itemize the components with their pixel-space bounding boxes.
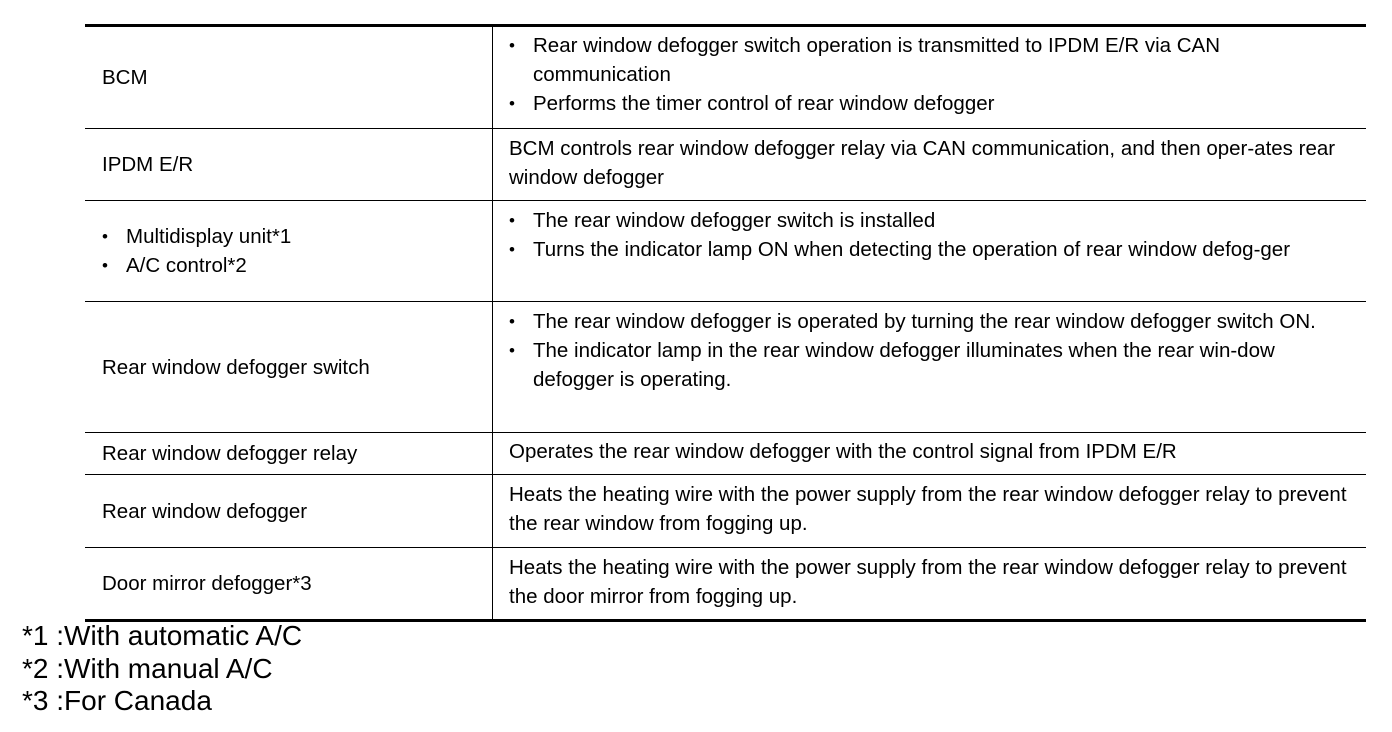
component-cell xyxy=(85,302,493,432)
table-row xyxy=(85,302,1366,433)
footnote: *3 :For Canada xyxy=(22,685,212,716)
function-cell xyxy=(493,475,1366,547)
component-cell xyxy=(85,548,493,619)
bullet-icon: • xyxy=(509,94,515,113)
bullet-text: Rear window defogger switch operation is transmitted to IPDM E/R via CAN communication xyxy=(533,34,1221,86)
component-name: Rear window defogger switch xyxy=(102,355,370,379)
bullet-icon: • xyxy=(102,227,108,246)
function-text: Heats the heating wire with the power supply from the rear window defogger relay to prevent the door mirror from fogging up. xyxy=(509,556,1347,608)
function-cell xyxy=(493,27,1366,128)
bullet-item xyxy=(509,307,1356,336)
bullet-icon: • xyxy=(509,211,515,230)
table-row xyxy=(85,475,1366,548)
component-name: Rear window defogger relay xyxy=(102,442,358,465)
bullet-icon: • xyxy=(102,256,108,275)
footnote: *1 :With automatic A/C xyxy=(22,620,303,651)
bullet-text: The rear window defogger is operated by turning the rear window defogger switch ON. xyxy=(533,310,1316,333)
component-cell xyxy=(85,475,493,547)
bullet-text: The indicator lamp in the rear window defogger illuminates when the rear win-dow defogger is operating. xyxy=(533,339,1275,391)
table-row xyxy=(85,201,1366,302)
footnotes xyxy=(22,620,302,718)
bullet-item xyxy=(509,89,1356,118)
function-cell xyxy=(493,129,1366,200)
bullet-item xyxy=(509,206,1356,235)
footnote: *2 :With manual A/C xyxy=(22,652,273,684)
bullet-text: Turns the indicator lamp ON when detecting the operation of rear window defog-ger xyxy=(533,238,1291,261)
function-cell xyxy=(493,302,1366,432)
bullet-icon: • xyxy=(509,341,515,360)
component-cell xyxy=(85,433,493,474)
component-name: Multidisplay unit*1 xyxy=(126,225,292,248)
bullet-item xyxy=(509,235,1356,264)
table-row xyxy=(85,433,1366,475)
function-text: BCM controls rear window defogger relay via CAN communication, and then oper-ates rear window defogger xyxy=(509,137,1336,189)
bullet-item xyxy=(102,222,482,251)
function-cell xyxy=(493,548,1366,619)
function-cell xyxy=(493,433,1366,474)
component-name: BCM xyxy=(102,66,148,89)
function-text: Operates the rear window defogger with the control signal from IPDM E/R xyxy=(509,440,1177,463)
bullet-text: Performs the timer control of rear window defogger xyxy=(533,92,995,115)
bullet-item xyxy=(102,251,482,280)
component-name: A/C control*2 xyxy=(126,254,247,277)
component-function-table xyxy=(85,24,1366,622)
table-row xyxy=(85,27,1366,129)
component-cell xyxy=(85,129,493,200)
component-name: Rear window defogger xyxy=(102,499,308,523)
bullet-icon: • xyxy=(509,312,515,331)
bullet-item xyxy=(509,31,1356,89)
bullet-text: The rear window defogger switch is installed xyxy=(533,209,936,232)
bullet-item xyxy=(509,336,1356,394)
component-name: IPDM E/R xyxy=(102,153,194,176)
bullet-icon: • xyxy=(509,36,515,55)
component-cell xyxy=(85,27,493,128)
function-text: Heats the heating wire with the power supply from the rear window defogger relay to prevent the rear window from fogging up. xyxy=(509,483,1347,535)
component-name: Door mirror defogger*3 xyxy=(102,572,312,595)
bullet-icon: • xyxy=(509,240,515,259)
table-row xyxy=(85,129,1366,201)
table-row xyxy=(85,548,1366,619)
component-cell xyxy=(85,201,493,301)
function-cell xyxy=(493,201,1366,301)
